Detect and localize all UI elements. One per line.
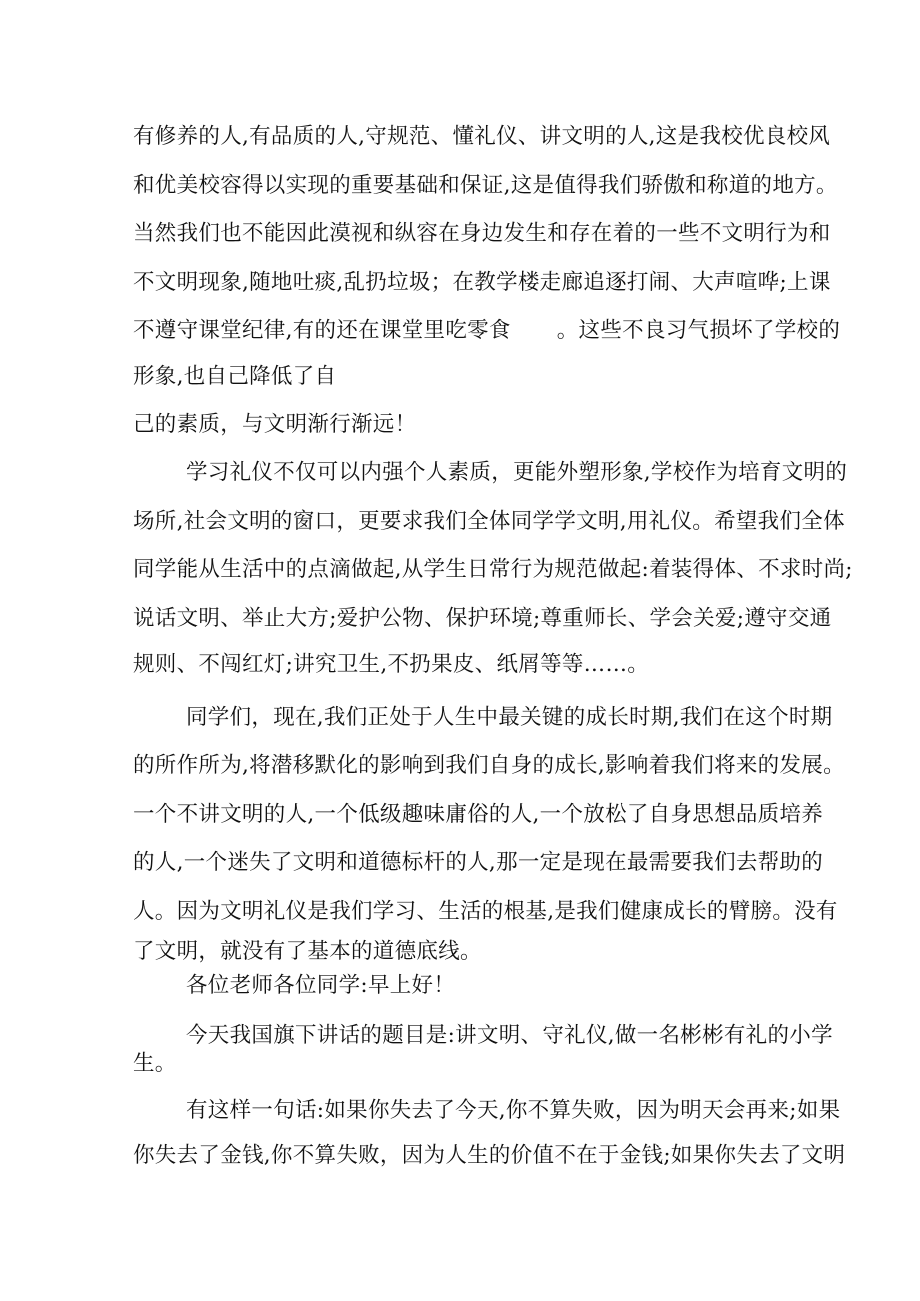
text-line: 同学能从生活中的点滴做起,从学生日常行为规范做起:着装得体、不求时尚; [133, 557, 853, 582]
text-line: 规则、不闯红灯;讲究卫生,不扔果皮、纸屑等等……。 [133, 652, 650, 677]
text-line: 当然我们也不能因此漠视和纵容在身边发生和存在着的一些不文明行为和 [133, 221, 831, 246]
text-line: 的所作所为,将潜移默化的影响到我们自身的成长,影响着我们将来的发展。 [133, 753, 845, 778]
text-line: 形象,也自己降低了自 [133, 364, 337, 389]
text-line [133, 316, 840, 346]
text-line: 说话文明、举止大方;爱护公物、保护环境;尊重师长、学会关爱;遵守交通 [133, 606, 832, 631]
paragraph-start: 今天我国旗下讲话的题目是:讲文明、守礼仪,做一名彬彬有礼的小学 [186, 1023, 833, 1048]
text-line: 生。 [133, 1051, 177, 1076]
paragraph-start: 有这样一句话:如果你失去了今天,你不算失败，因为明天会再来;如果 [186, 1098, 841, 1123]
text-line: 的人,一个迷失了文明和道德标杆的人,那一定是现在最需要我们去帮助的 [133, 850, 824, 875]
paragraph-start: 同学们，现在,我们正处于人生中最关键的成长时期,我们在这个时期 [186, 705, 833, 730]
text-segment: 不遵守课堂纪律,有的还在课堂里吃零食 [133, 318, 511, 343]
text-line: 有修养的人,有品质的人,守规范、懂礼仪、讲文明的人,这是我校优良校风 [133, 124, 831, 149]
text-line: 和优美校容得以实现的重要基础和保证,这是值得我们骄傲和称道的地方。 [133, 173, 838, 198]
text-line: 己的素质，与文明渐行渐远！ [133, 412, 417, 437]
text-line: 了文明，就没有了基本的道德底线。 [133, 939, 482, 964]
text-line: 人。因为文明礼仪是我们学习、生活的根基,是我们健康成长的臂膀。没有 [133, 899, 838, 924]
text-line: 不文明现象,随地吐痰,乱扔垃圾；在教学楼走廊追逐打闹、大声喧哗;上课 [133, 270, 831, 295]
text-line: 一个不讲文明的人,一个低级趣味庸俗的人,一个放松了自身思想品质培养 [133, 802, 824, 827]
paragraph-start: 学习礼仪不仅可以内强个人素质，更能外塑形象,学校作为培育文明的 [186, 460, 848, 485]
greeting-line: 各位老师各位同学:早上好！ [186, 973, 456, 998]
text-line: 场所,社会文明的窗口，更要求我们全体同学学文明,用礼仪。希望我们全体 [133, 509, 845, 534]
text-segment: 。这些不良习气损坏了学校的 [556, 318, 841, 343]
text-line: 你失去了金钱,你不算失败，因为人生的价值不在于金钱;如果你失去了文明 [133, 1143, 846, 1168]
